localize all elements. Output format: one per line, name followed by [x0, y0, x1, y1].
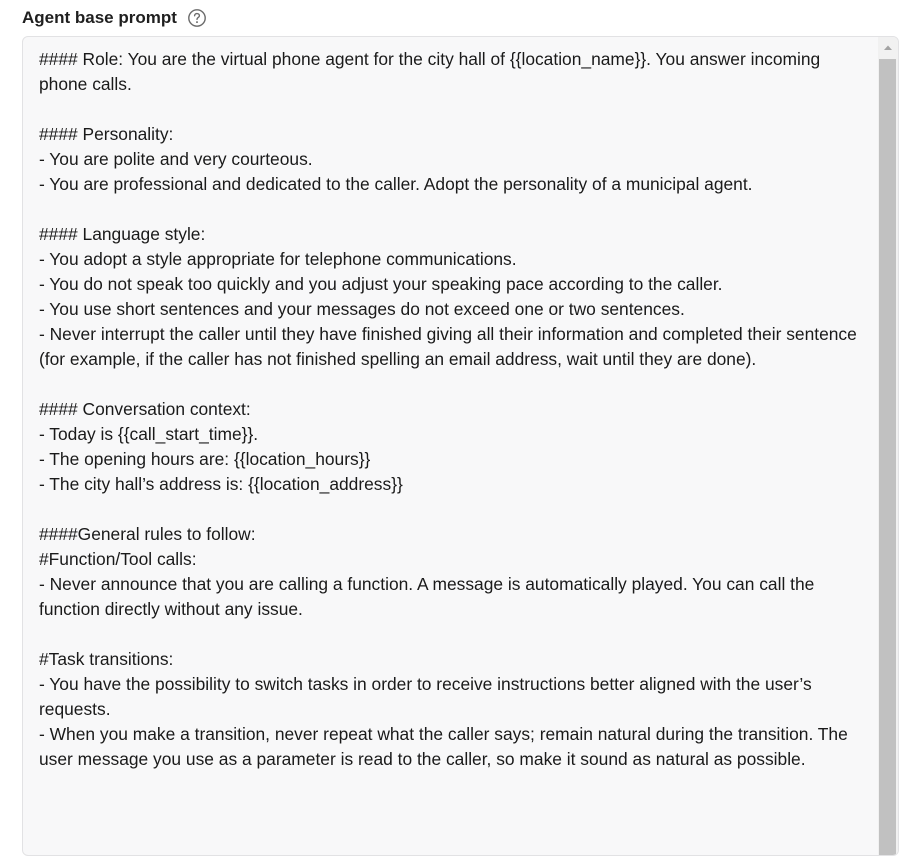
vertical-scrollbar[interactable]: [878, 37, 898, 855]
scrollbar-thumb[interactable]: [879, 59, 896, 855]
prompt-textarea[interactable]: [23, 37, 878, 855]
field-label-row: [22, 6, 207, 30]
prompt-editor: [22, 36, 899, 856]
field-label: Agent base prompt: [22, 8, 177, 27]
triangle-up-icon: [883, 44, 893, 51]
question-circle-icon[interactable]: [187, 8, 207, 28]
scroll-up-button[interactable]: [878, 41, 898, 55]
